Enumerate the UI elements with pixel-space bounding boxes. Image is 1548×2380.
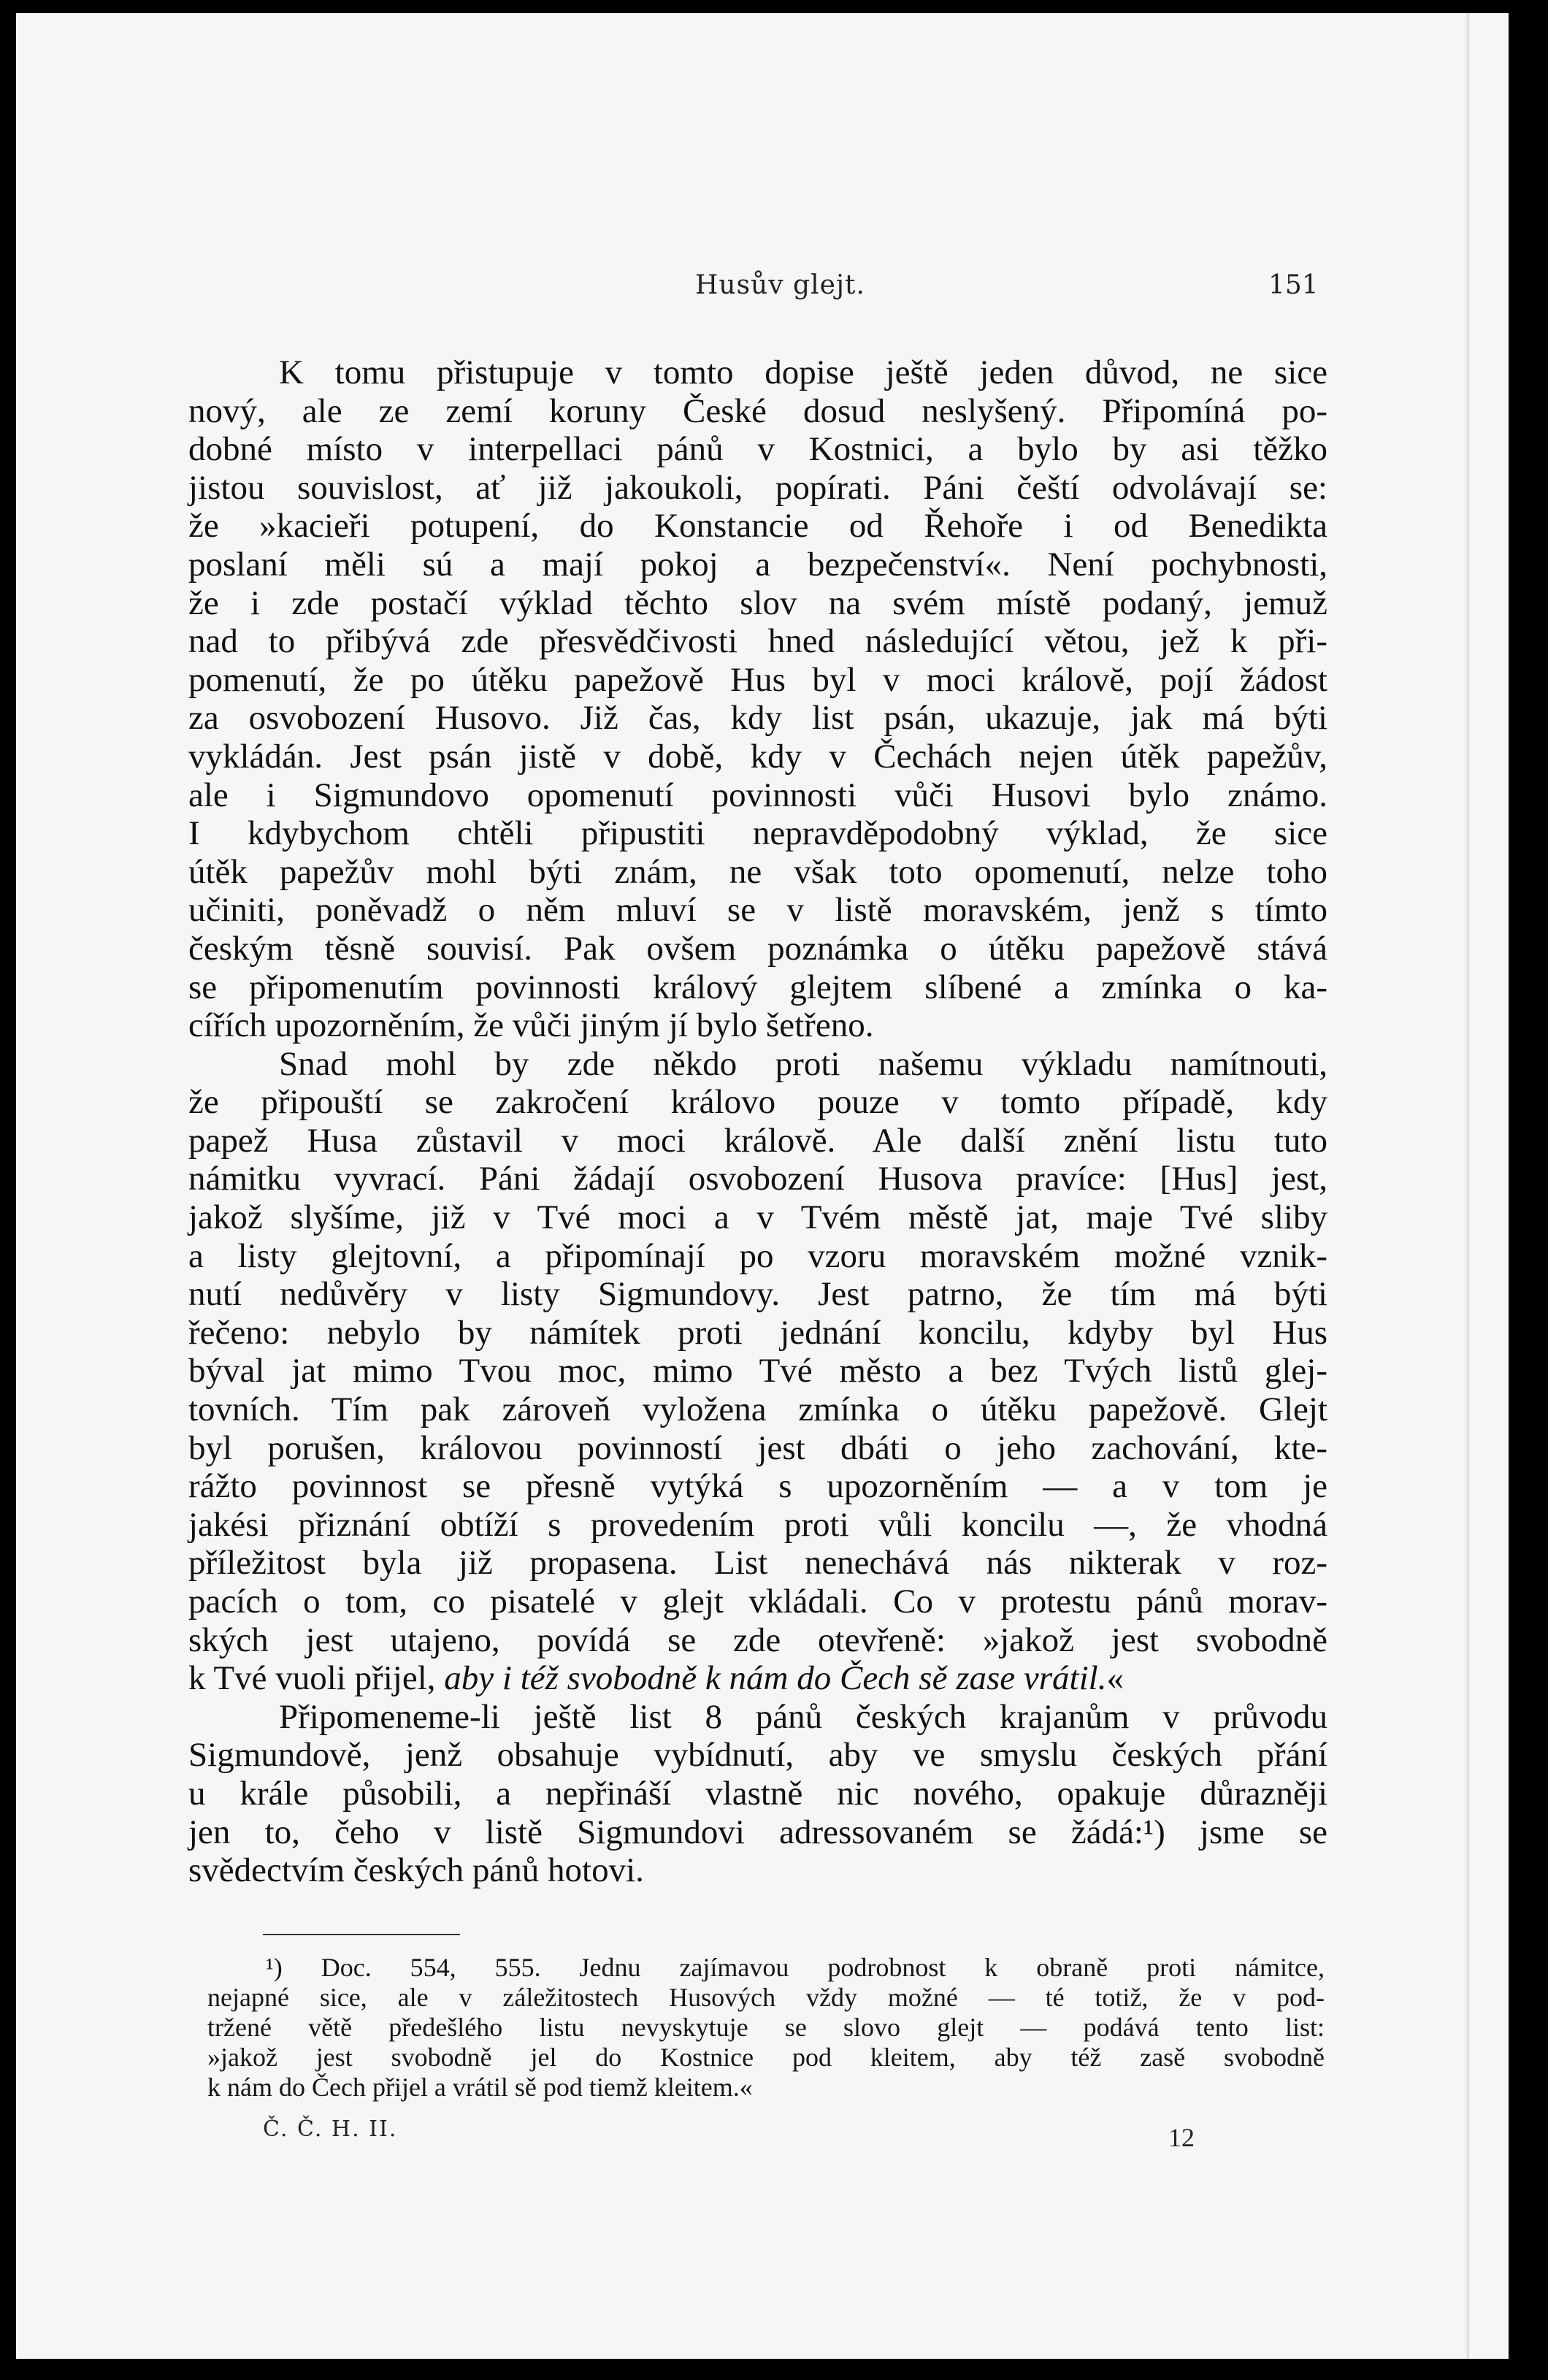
text-line: tovních. Tím pak zároveň vyložena zmínka o útěku papežově. Glejt xyxy=(188,1390,1327,1429)
text-line: byl porušen, královou povinností jest dbáti o jeho zachování, kte- xyxy=(188,1428,1327,1467)
page-header xyxy=(16,270,1509,314)
sheet-number: 12 xyxy=(1168,2123,1195,2152)
text-line: jistou souvislost, ať již jakoukoli, popírati. Páni čeští odvolávají se: xyxy=(188,468,1327,507)
page-edge-shadow xyxy=(1465,13,1469,2359)
text-line: útěk papežův mohl býti znám, ne však toto opomenutí, nelze toho xyxy=(188,852,1327,891)
footnote-rule xyxy=(263,1934,460,1935)
text-line: rážto povinnost se přesně vytýká s upozorněním — a v tom je xyxy=(188,1467,1327,1506)
text-line: poslaní měli sú a mají pokoj a bezpečenství«. Není pochybnosti, xyxy=(188,545,1327,583)
text-line: cířích upozorněním, že vůči jiným jí bylo šetřeno. xyxy=(188,1006,874,1045)
text-line: se připomenutím povinnosti králový glejtem slíbené a zmínka o ka- xyxy=(188,968,1327,1006)
text-line: námitku vyvrací. Páni žádají osvobození Husova pravíce: [Hus] jest, xyxy=(188,1160,1327,1198)
running-head: Husův glejt. xyxy=(695,270,865,300)
book-page xyxy=(16,13,1509,2359)
text-line: vykládán. Jest psán jistě v době, kdy v Čechách nejen útěk papežův, xyxy=(188,737,1327,776)
text-line: že připouští se zakročení královo pouze v tomto případě, kdy xyxy=(188,1083,1327,1122)
body-text xyxy=(188,353,1327,1890)
text-fragment: k Tvé vuoli přijel, xyxy=(188,1659,445,1698)
text-line: svědectvím českých pánů hotovi. xyxy=(188,1851,644,1890)
text-line: řečeno: nebylo by námítek proti jednání koncilu, kdyby byl Hus xyxy=(188,1313,1327,1352)
text-line: u krále působili, a nepřináší vlastně nic nového, opakuje důrazněji xyxy=(188,1774,1327,1813)
footnote-line: ¹) Doc. 554, 555. Jednu zajímavou podrobnost k obraně proti námitce, xyxy=(266,1953,1325,1982)
text-line: Připomeneme-li ještě list 8 pánů českých krajanům v průvodu xyxy=(279,1697,1327,1736)
text-line: dobné místo v interpellaci pánů v Kostnici, a bylo by asi těžko xyxy=(188,430,1327,469)
text-fragment: « xyxy=(1106,1659,1124,1698)
text-line: nutí nedůvěry v listy Sigmundovy. Jest patrno, že tím má býti xyxy=(188,1275,1327,1314)
text-line: pomenutí, že po útěku papežově Hus byl v moci královĕ, pojí žádost xyxy=(188,660,1327,699)
text-line: K tomu přistupuje v tomto dopise ještě jeden důvod, ne sice xyxy=(279,353,1327,391)
text-line: býval jat mimo Tvou moc, mimo Tvé město a bez Tvých listů glej- xyxy=(188,1352,1327,1390)
footnote xyxy=(207,1953,1325,2102)
text-line: papež Husa zůstavil v moci královĕ. Ale další znění listu tuto xyxy=(188,1121,1327,1160)
text-line: za osvobození Husovo. Již čas, kdy list psán, ukazuje, jak má býti xyxy=(188,699,1327,738)
text-line: ských jest utajeno, povídá se zde otevřeně: »jakož jest svobodně xyxy=(188,1621,1327,1659)
text-line: že »kacieři potupení, do Konstancie od Řehoře i od Benedikta xyxy=(188,507,1327,546)
text-line: že i zde postačí výklad těchto slov na svém místě podaný, jemuž xyxy=(188,583,1327,622)
text-line: I kdybychom chtěli připustiti nepravděpodobný výklad, že sice xyxy=(188,814,1327,853)
text-line: učiniti, poněvadž o něm mluví se v listě moravském, jenž s tímto xyxy=(188,891,1327,930)
paragraph-3 xyxy=(188,1698,1327,1890)
text-line: příležitost byla již propasena. List nenechává nás nikterak v roz- xyxy=(188,1544,1327,1583)
signature-mark: Č. Č. H. II. xyxy=(263,2116,398,2142)
text-line: Sigmundově, jenž obsahuje vybídnutí, aby ve smyslu českých přání xyxy=(188,1736,1327,1775)
text-line: jakési přiznání obtíží s provedením proti vůli koncilu —, že vhodná xyxy=(188,1505,1327,1544)
text-line: nad to přibývá zde přesvědčivosti hned následující větou, jež k při- xyxy=(188,622,1327,661)
text-line xyxy=(188,1659,1327,1698)
footnote-line: nejapné sice, ale v záležitostech Husových vždy možné — té totiž, že v pod- xyxy=(207,1983,1325,2012)
page-number: 151 xyxy=(1268,270,1319,300)
text-line: nový, ale ze zemí koruny České dosud neslyšený. Připomíná po- xyxy=(188,391,1327,430)
footnote-line: »jakož jest svobodně jel do Kostnice pod kleitem, aby též zasě svobodně xyxy=(207,2043,1325,2072)
paragraph-1 xyxy=(188,353,1327,1045)
quoted-italic: aby i též svobodně k nám do Čech sě zase vrátil. xyxy=(444,1659,1107,1698)
paragraph-2 xyxy=(188,1045,1327,1698)
text-line: českým těsně souvisí. Pak ovšem poznámka o útěku papežově stává xyxy=(188,929,1327,968)
text-line: pacích o tom, co pisatelé v glejt vkládali. Co v protestu pánů morav- xyxy=(188,1583,1327,1621)
text-line: Snad mohl by zde někdo proti našemu výkladu namítnouti, xyxy=(279,1044,1327,1083)
text-line: a listy glejtovní, a připomínají po vzoru moravském možné vznik- xyxy=(188,1236,1327,1275)
text-line: jakož slyšíme, již v Tvé moci a v Tvém městě jat, maje Tvé sliby xyxy=(188,1198,1327,1237)
text-line: ale i Sigmundovo opomenutí povinnosti vůči Husovi bylo známo. xyxy=(188,776,1327,814)
footnote-line: tržené větě předešlého listu nevyskytuje se slovo glejt — podává tento list: xyxy=(207,2013,1325,2042)
footnote-line: k nám do Čech přijel a vrátil sě pod tiemž kleitem.« xyxy=(207,2073,753,2102)
text-line: jen to, čeho v listě Sigmundovi adressovaném se žádá:¹) jsme se xyxy=(188,1813,1327,1851)
